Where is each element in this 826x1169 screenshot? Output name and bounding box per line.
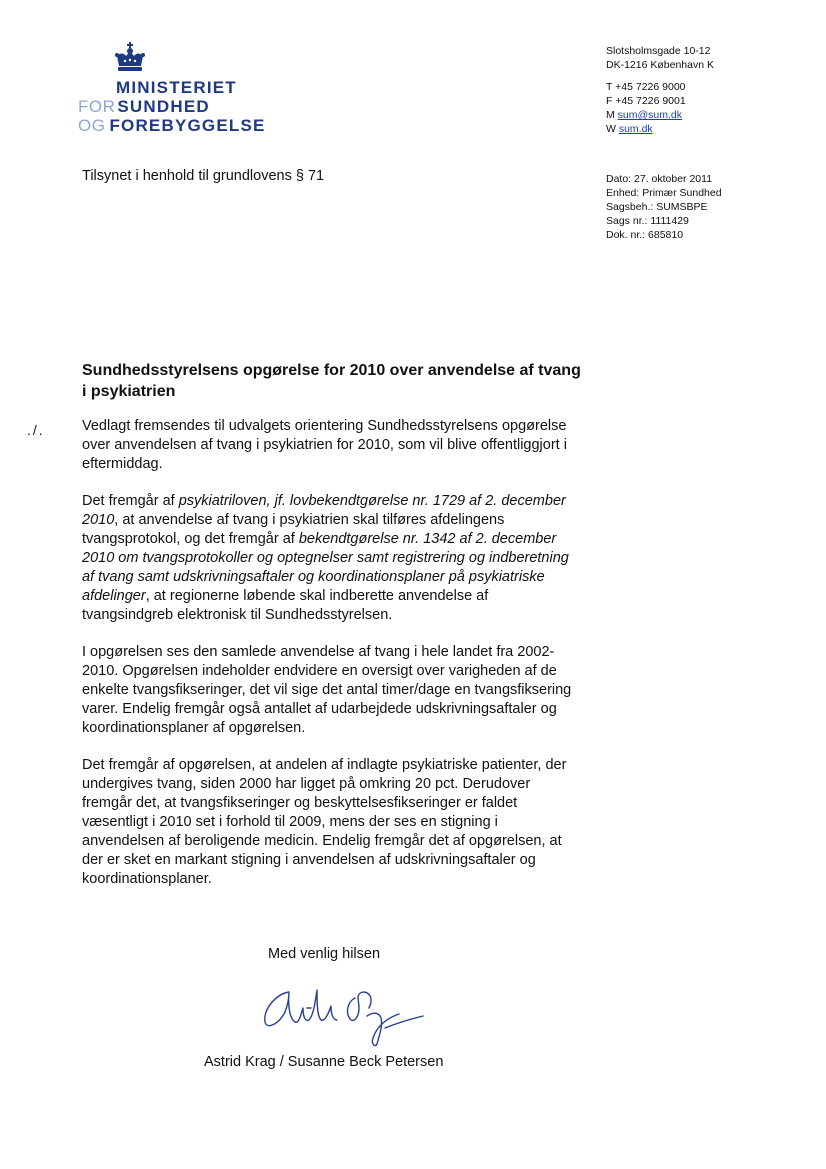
royal-crown-icon: [113, 42, 147, 76]
document-meta: [606, 172, 722, 242]
logo-line-3: [78, 116, 266, 136]
enclosure-mark: ./.: [27, 422, 45, 438]
logo-line-2-prefix: FOR: [78, 97, 116, 116]
logo-line-2: [78, 97, 210, 117]
p2-order-reference: bekendtgørelse nr. 1342 af 2. december 2010 om tvangsprotokoller og optegnelser samt registrering og indberetning af tvang samt udskrivningsaftaler og koordinationsplaner på psykiatriske afdelinger: [82, 531, 569, 604]
p2-text-a: Det fremgår af: [82, 493, 179, 509]
p2-law-reference: psykiatriloven, jf. lovbekendtgørelse nr. 1729 af 2. december 2010: [82, 493, 566, 528]
contact-web-prefix: W: [606, 123, 616, 135]
contact-phone: T +45 7226 9000: [606, 81, 686, 93]
contact-mail-row: [606, 108, 714, 122]
p2-text-e: , at regionerne løbende skal indberette anvendelse af tvangsindgreb elektronisk til Sundhedsstyrelsen.: [82, 588, 489, 623]
meta-handler: Sagsbeh.: SUMSBPE: [606, 201, 708, 213]
p2-text-c: , at anvendelse af tvang i psykiatrien skal tilføres afdelingens tvangsprotokol, og det fremgår af: [82, 512, 505, 547]
contact-city: DK-1216 København K: [606, 59, 714, 71]
contact-mail-prefix: M: [606, 109, 615, 121]
logo-line-2-main: SUNDHED: [117, 97, 210, 116]
signatory-names: Astrid Krag / Susanne Beck Petersen: [204, 1054, 444, 1070]
body-paragraph-4: Det fremgår af opgørelsen, at andelen af indlagte psykiatriske patienter, der undergives tvang, siden 2000 har ligget på omkring 20 pct. Derudover fremgår det, at tvangsfikseringer og beskyttelsesfikseringer er faldet væsentligt i 2010 set i forhold til 2009, mens der ses en stigning i anvendelsen af beroligende medicin. Endelig fremgår det af opgørelsen, at der er sket en markant stigning i anvendelsen af udskrivningsaftaler og koordinationsplaner.: [82, 757, 567, 887]
body-paragraph-1: Vedlagt fremsendes til udvalgets orientering Sundhedsstyrelsens opgørelse over anvendelsen af tvang i psykiatrien for 2010, som vil blive offentliggjort i eftermiddag.: [82, 418, 567, 472]
logo-line-1: MINISTERIET: [116, 78, 237, 97]
meta-document-number: Dok. nr.: 685810: [606, 229, 684, 241]
logo-line-3-prefix: OG: [78, 116, 106, 135]
contact-mail-link[interactable]: sum@sum.dk: [617, 109, 683, 121]
handwritten-signature: [255, 978, 455, 1050]
letter-heading: Sundhedsstyrelsens opgørelse for 2010 over anvendelse af tvang i psykiatrien: [82, 362, 581, 400]
meta-case-number: Sags nr.: 1111429: [606, 215, 689, 227]
logo-line-3-main: FOREBYGGELSE: [109, 116, 266, 135]
recipient-subtitle: Tilsynet i henhold til grundlovens § 71: [82, 168, 325, 184]
letter-body: [82, 417, 572, 907]
contact-web-row: [606, 122, 714, 136]
ministry-logo: [78, 42, 278, 142]
contact-web-link[interactable]: sum.dk: [618, 123, 653, 135]
body-paragraph-3: I opgørelsen ses den samlede anvendelse af tvang i hele landet fra 2002-2010. Opgørelsen indeholder endvidere en oversigt over varigheden af de enkelte tvangsfikseringer, det vil sige det antal timer/dage en tvangsfiksering varer. Endelig fremgår også antallet af udarbejdede udskrivningsaftaler og koordinationsplaner af opgørelsen.: [82, 644, 572, 736]
closing-greeting: Med venlig hilsen: [268, 946, 381, 962]
meta-date: Dato: 27. oktober 2011: [606, 173, 713, 185]
contact-fax: F +45 7226 9001: [606, 95, 686, 107]
contact-street: Slotsholmsgade 10-12: [606, 45, 711, 57]
meta-unit: Enhed: Primær Sundhed: [606, 187, 722, 199]
body-paragraph-2: [82, 492, 572, 625]
contact-block: [606, 44, 714, 136]
